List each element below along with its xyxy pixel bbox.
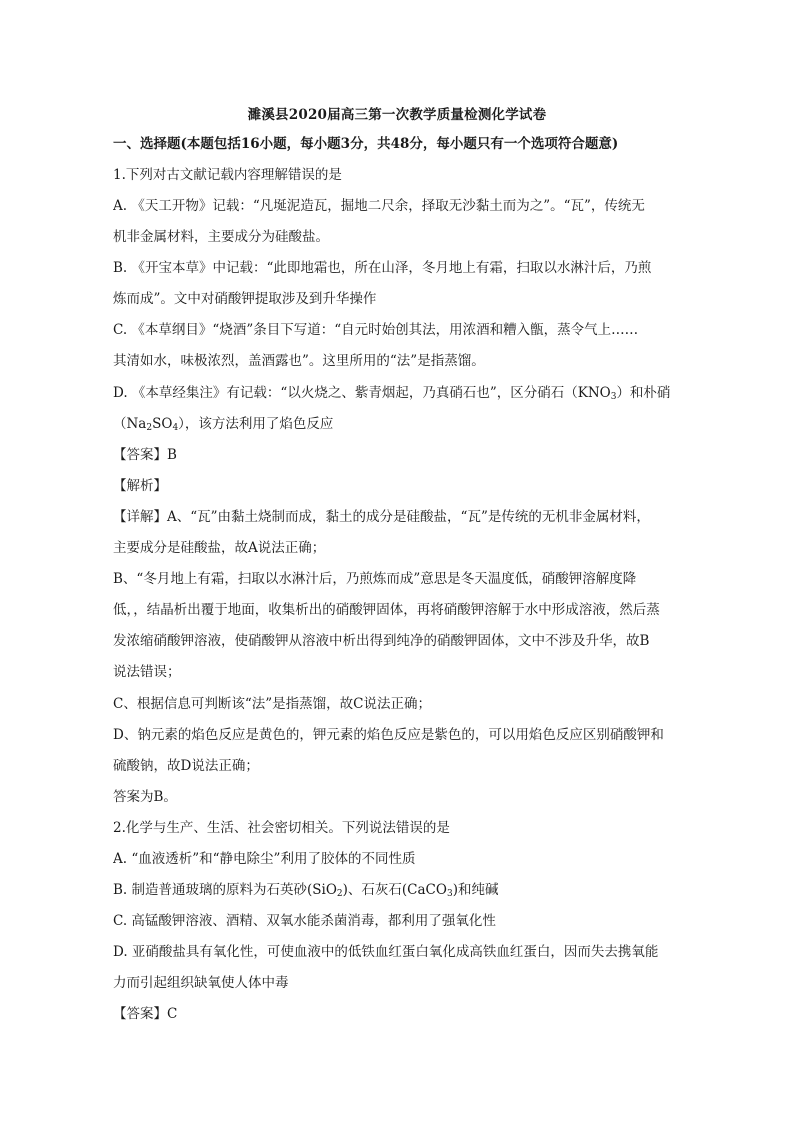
question-2-stem: 2.化学与生产、生活、社会密切相关。下列说法错误的是 <box>113 820 450 836</box>
page-title: 濉溪县2020届高三第一次教学质量检测化学试卷 <box>247 107 547 123</box>
q1-option-d-line1: D. 《本草经集注》有记载：“以火烧之、紫青烟起，乃真硝石也”，区分硝石$(KNO_3)$和朴硝 <box>113 385 671 402</box>
q1-option-b-line2: 炼而成”。文中对硝酸钾提取涉及到升华操作 <box>113 291 377 307</box>
q1-option-a-line2: 机非金属材料，主要成分为硅酸盐。 <box>113 229 329 245</box>
q1-detail-line6: 说法错误； <box>113 664 181 680</box>
q1-detail-line8: D、钠元素的焰色反应是黄色的，钾元素的焰色反应是紫色的，可以用焰色反应区别硝酸钾和 <box>113 727 664 743</box>
question-1-stem: 1.下列对古文献记载内容理解错误的是 <box>113 167 342 183</box>
q1-option-b-line1: B. 《开宝本草》中记载：“此即地霜也，所在山泽，冬月地上有霜，扫取以水淋汁后，乃煎 <box>113 260 652 276</box>
q1-answer: 【答案】B <box>113 447 177 463</box>
q1-detail-line3: B、“冬月地上有霜，扫取以水淋汁后，乃煎炼而成”意思是冬天温度低，硝酸钾溶解度降 <box>113 571 637 587</box>
q1-option-c-line1: C. 《本草纲目》“烧酒”条目下写道：“自元时始创其法，用浓酒和糟入甑，蒸令气上…… <box>113 322 639 338</box>
q2-option-d-line1: D. 亚硝酸盐具有氧化性，可使血液中的低铁血红蛋白氧化成高铁血红蛋白，因而失去携氧能 <box>113 944 659 960</box>
q1-detail-line2: 主要成分是硅酸盐，故A说法正确； <box>113 540 326 556</box>
q1-option-a-line1: A. 《天工开物》记载：“凡埏泥造瓦，掘地二尺余，择取无沙黏土而为之”。“瓦”，传统无 <box>113 198 645 214</box>
q2-option-b: B. 制造普通玻璃的原料为石英砂(SiO$_2$)、石灰石(CaCO$_3$)和纯碱 <box>113 882 499 899</box>
section-heading: 一、选择题(本题包括16小题，每小题3分，共48分，每小题只有一个选项符合题意) <box>113 136 619 152</box>
q1-option-c-line2: 其清如水，味极浓烈，盖酒露也”。这里所用的“法”是指蒸馏。 <box>113 353 485 369</box>
q1-detail-line9: 硫酸钠，故D说法正确； <box>113 758 259 774</box>
q1-detail-line1: 【详解】A、“瓦”由黏土烧制而成，黏土的成分是硅酸盐，“瓦”是传统的无机非金属材料， <box>113 509 650 525</box>
q1-conclusion: 答案为B。 <box>113 789 177 805</box>
q1-detail-line7: C、根据信息可判断该“法”是指蒸馏，故C说法正确； <box>113 696 431 712</box>
q2-answer: 【答案】C <box>113 1006 178 1022</box>
q2-option-a: A. “血液透析”和“静电除尘”利用了胶体的不同性质 <box>113 851 416 867</box>
q1-option-d-line2: $(Na_2SO_4)$，该方法利用了焰色反应 <box>113 416 334 433</box>
q1-detail-line4: 低，，结晶析出覆于地面，收集析出的硝酸钾固体，再将硝酸钾溶解于水中形成溶液，然后蒸 <box>113 602 660 618</box>
q1-analysis-label: 【解析】 <box>113 478 167 494</box>
q2-option-d-line2: 力而引起组织缺氧使人体中毒 <box>113 975 289 991</box>
q1-detail-line5: 发浓缩硝酸钾溶液，使硝酸钾从溶液中析出得到纯净的硝酸钾固体，文中不涉及升华，故B <box>113 633 650 649</box>
q2-option-c: C. 高锰酸钾溶液、酒精、双氧水能杀菌消毒，都利用了强氧化性 <box>113 913 496 929</box>
